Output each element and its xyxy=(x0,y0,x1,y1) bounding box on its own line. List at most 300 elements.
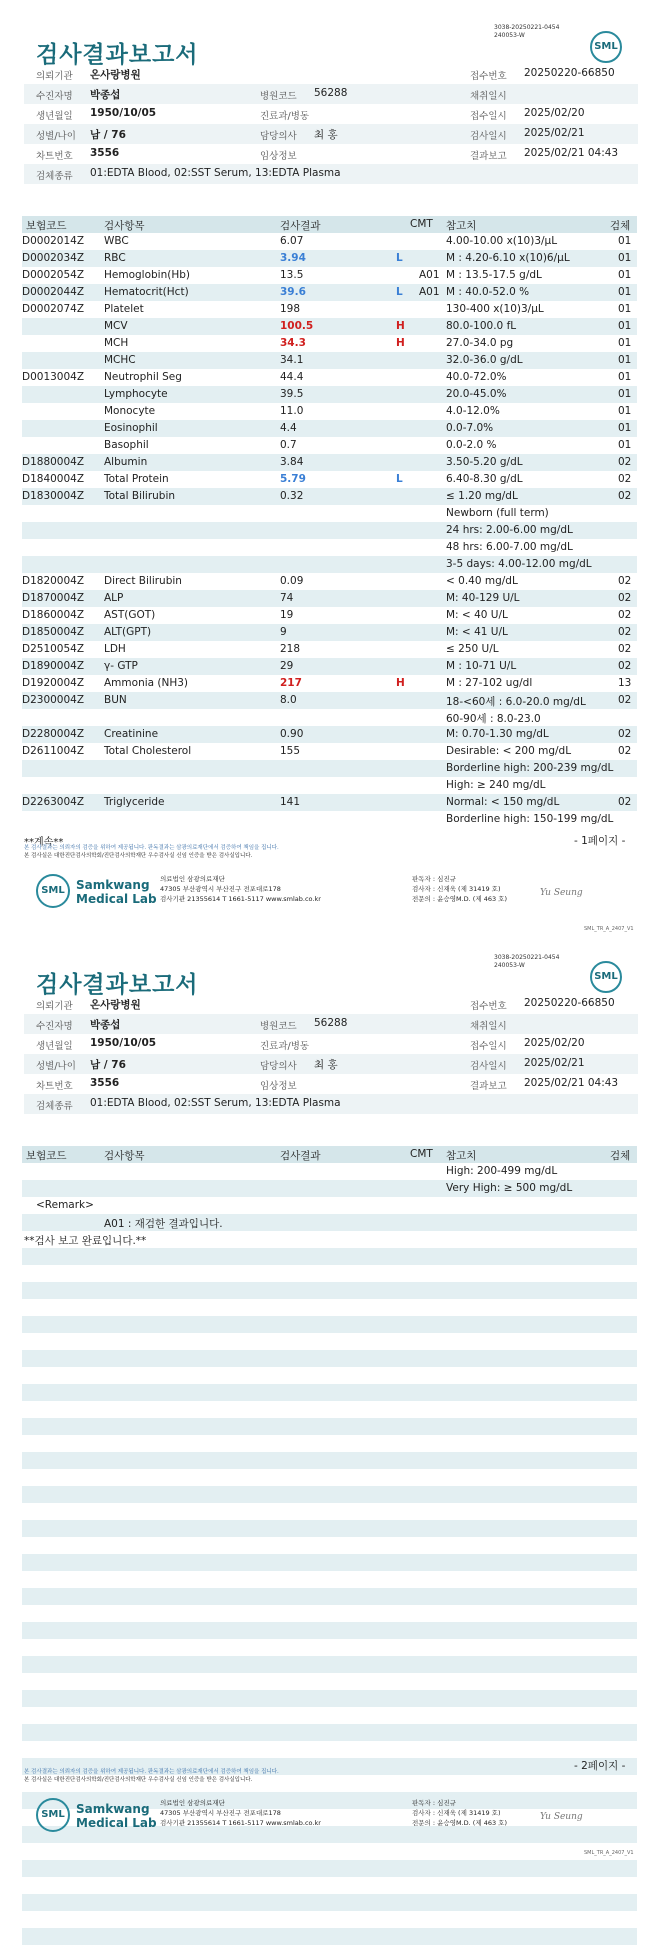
table-row xyxy=(22,1452,637,1469)
sexage-value: 남 / 76 xyxy=(90,1059,126,1071)
brand-line-1: Samkwang xyxy=(76,878,150,892)
specialist-line: 전문의 : 윤승영M.D. (제 463 호) xyxy=(412,895,507,903)
clinical-label: 임상정보 xyxy=(260,1081,297,1092)
test-result: 11.0 xyxy=(280,405,304,417)
dept-label: 진료과/병동 xyxy=(260,1041,310,1052)
info-row-patient xyxy=(24,84,638,104)
table-row xyxy=(22,1180,637,1197)
info-row-specimen xyxy=(24,164,638,184)
table-row xyxy=(22,573,637,590)
column-specimen: 검체 xyxy=(610,1150,631,1162)
collect-label: 채취일시 xyxy=(470,1021,507,1032)
specimen-code: 02 xyxy=(618,609,632,621)
table-row xyxy=(22,352,637,369)
test-result: 3.94 xyxy=(280,252,306,264)
sml-footer-logo-icon: SML xyxy=(36,1798,70,1832)
specimen-code: 02 xyxy=(618,490,632,502)
test-name: WBC xyxy=(104,235,129,247)
test-result: 39.5 xyxy=(280,388,304,400)
institution-value: 온사랑병원 xyxy=(90,999,141,1011)
test-code: D2611004Z xyxy=(22,745,85,757)
test-result: 44.4 xyxy=(280,371,304,383)
brand-line-2: Medical Lab xyxy=(76,1816,157,1830)
test-result: 6.07 xyxy=(280,235,304,247)
reference-range: Very High: ≥ 500 mg/dL xyxy=(446,1182,573,1194)
test-code: D1860004Z xyxy=(22,609,85,621)
table-row xyxy=(22,658,637,675)
remark-title: <Remark> xyxy=(36,1199,94,1211)
info-row-specimen xyxy=(24,1094,638,1114)
patient-label: 수진자명 xyxy=(36,1021,73,1032)
reference-range: 18-<60세 : 6.0-20.0 mg/dL xyxy=(446,696,586,708)
table-row xyxy=(22,1333,637,1350)
table-row xyxy=(22,1350,637,1367)
table-row xyxy=(22,1469,637,1486)
table-row xyxy=(22,471,637,488)
info-row-patient xyxy=(24,1014,638,1034)
specimen-code: 01 xyxy=(618,422,632,434)
reference-range: < 0.40 mg/dL xyxy=(446,575,518,587)
results-table-header xyxy=(22,1146,637,1163)
test-result: 4.4 xyxy=(280,422,297,434)
reference-range: M: < 40 U/L xyxy=(446,609,508,621)
report-sub-id: 240053-W xyxy=(494,32,525,39)
column-ref: 참고치 xyxy=(446,220,477,232)
tester-line: 검사자 : 신재욱 (제 31419 호) xyxy=(412,1809,501,1817)
signature-image: Yu Seung xyxy=(540,1812,583,1822)
reference-range: 3-5 days: 4.00-12.00 mg/dL xyxy=(446,558,592,570)
test-code: D2510054Z xyxy=(22,643,85,655)
page-number: - 1페이지 - xyxy=(574,835,626,847)
info-row-chart xyxy=(24,1074,638,1094)
test-name: LDH xyxy=(104,643,126,655)
table-row xyxy=(22,318,637,335)
test-result: 8.0 xyxy=(280,694,297,706)
report-id: 3038-20250221-0454 xyxy=(494,24,560,31)
page-number: - 2페이지 - xyxy=(574,1760,626,1772)
received-value: 2025/02/20 xyxy=(524,1037,585,1049)
test-result: 155 xyxy=(280,745,301,757)
reference-range: 40.0-72.0% xyxy=(446,371,507,383)
reference-range: M: < 41 U/L xyxy=(446,626,508,638)
table-row xyxy=(22,1197,637,1214)
test-result: 29 xyxy=(280,660,294,672)
dept-label: 진료과/병동 xyxy=(260,111,310,122)
test-code: D1920004Z xyxy=(22,677,85,689)
report-complete: **검사 보고 완료입니다.** xyxy=(24,1235,147,1247)
chart-value: 3556 xyxy=(90,1077,120,1089)
column-cmt: CMT xyxy=(410,1148,433,1160)
table-row xyxy=(22,454,637,471)
continued-marker: **계속** xyxy=(24,837,64,848)
test-name: Triglyceride xyxy=(104,796,165,808)
patient-value: 박종섭 xyxy=(90,89,121,101)
test-result: 0.32 xyxy=(280,490,304,502)
footer-signatories xyxy=(412,874,507,904)
footer-brand xyxy=(76,878,157,906)
specimen-code: 01 xyxy=(618,354,632,366)
table-row xyxy=(22,1690,637,1707)
footer-brand xyxy=(76,1802,157,1830)
test-name: Ammonia (NH3) xyxy=(104,677,189,689)
table-row xyxy=(22,233,637,250)
test-code: D1890004Z xyxy=(22,660,85,672)
test-comment: A01 xyxy=(419,269,440,281)
table-row xyxy=(22,1673,637,1690)
table-row xyxy=(22,1554,637,1571)
tested-label: 검사일시 xyxy=(470,1061,507,1072)
result-flag: L xyxy=(396,286,403,298)
footer-signatories xyxy=(412,1798,507,1828)
specimen-code: 01 xyxy=(618,235,632,247)
table-row xyxy=(22,505,637,522)
table-row xyxy=(22,726,637,743)
table-row xyxy=(22,692,637,709)
table-row xyxy=(22,641,637,658)
specimen-code: 01 xyxy=(618,320,632,332)
sml-logo-icon: SML xyxy=(590,961,622,993)
reference-range: 130-400 x(10)3/μL xyxy=(446,303,544,315)
specimen-value: 01:EDTA Blood, 02:SST Serum, 13:EDTA Plasma xyxy=(90,167,341,179)
table-row xyxy=(22,607,637,624)
reference-range: High: ≥ 240 mg/dL xyxy=(446,779,546,791)
test-result: 19 xyxy=(280,609,294,621)
specimen-code: 02 xyxy=(618,592,632,604)
test-name: Basophil xyxy=(104,439,149,451)
table-row xyxy=(22,437,637,454)
info-row-dob xyxy=(24,104,638,124)
reference-range: High: 200-499 mg/dL xyxy=(446,1165,558,1177)
disclaimer-line-2: 본 검사실은 대한진단검사의학회/진단검사의학재단 우수검사실 신임 인증을 받은 검사실입니다. xyxy=(24,1777,253,1783)
test-result: 198 xyxy=(280,303,301,315)
patient-label: 수진자명 xyxy=(36,91,73,102)
test-result: 13.5 xyxy=(280,269,304,281)
reference-range: 4.0-12.0% xyxy=(446,405,500,417)
reference-range: Normal: < 150 mg/dL xyxy=(446,796,560,808)
table-row xyxy=(22,1384,637,1401)
specimen-code: 02 xyxy=(618,643,632,655)
received-label: 접수일시 xyxy=(470,1041,507,1052)
test-code: D2263004Z xyxy=(22,796,85,808)
reference-range: M : 13.5-17.5 g/dL xyxy=(446,269,542,281)
disclaimer xyxy=(24,844,279,860)
result-flag: H xyxy=(396,677,405,689)
table-row xyxy=(22,1503,637,1520)
table-row xyxy=(22,1894,637,1911)
reference-range: 4.00-10.00 x(10)3/μL xyxy=(446,235,558,247)
table-row xyxy=(22,1877,637,1894)
report-page-2 xyxy=(0,930,655,1856)
test-comment: A01 xyxy=(419,286,440,298)
reference-range: M: 40-129 U/L xyxy=(446,592,520,604)
test-result: 218 xyxy=(280,643,301,655)
disclaimer-line-1: 본 검사결과는 의뢰자의 검증을 위하여 제공됩니다. 판독결과는 삼광의료재단에서 검증하여 책임을 집니다. xyxy=(24,845,279,851)
test-code: D2300004Z xyxy=(22,694,85,706)
table-row xyxy=(22,335,637,352)
specimen-code: 02 xyxy=(618,728,632,740)
table-row xyxy=(22,1860,637,1877)
test-result: 100.5 xyxy=(280,320,314,332)
specimen-code: 01 xyxy=(618,388,632,400)
test-name: Platelet xyxy=(104,303,144,315)
brand-line-2: Medical Lab xyxy=(76,892,157,906)
table-row xyxy=(22,556,637,573)
report-title: 검사결과보고서 xyxy=(36,42,199,68)
table-row xyxy=(22,1639,637,1656)
table-row xyxy=(22,1656,637,1673)
chart-label: 차트번호 xyxy=(36,151,73,162)
reference-range: Borderline high: 150-199 mg/dL xyxy=(446,813,614,825)
reference-range: 48 hrs: 6.00-7.00 mg/dL xyxy=(446,541,573,553)
specimen-code: 02 xyxy=(618,626,632,638)
specimen-code: 01 xyxy=(618,439,632,451)
report-page-1 xyxy=(0,0,655,930)
footer-org-info xyxy=(160,1798,321,1828)
hospcode-value: 56288 xyxy=(314,87,348,99)
specimen-code: 02 xyxy=(618,745,632,757)
sml-logo-icon: SML xyxy=(590,31,622,63)
test-code: D1880004Z xyxy=(22,456,85,468)
test-code: D1840004Z xyxy=(22,473,85,485)
reference-range: 60-90세 : 8.0-23.0 xyxy=(446,713,541,725)
test-name: MCV xyxy=(104,320,128,332)
test-result: 217 xyxy=(280,677,302,689)
specialist-line: 전문의 : 윤승영M.D. (제 463 호) xyxy=(412,1819,507,1827)
specimen-code: 01 xyxy=(618,252,632,264)
reference-range: M : 10-71 U/L xyxy=(446,660,517,672)
sexage-value: 남 / 76 xyxy=(90,129,126,141)
test-name: MCHC xyxy=(104,354,136,366)
org-contact: 검사기관 21355614 T 1661-5117 www.smlab.co.kr xyxy=(160,1819,321,1827)
reference-range: M : 27-102 ug/dl xyxy=(446,677,533,689)
result-flag: L xyxy=(396,252,403,264)
received-value: 2025/02/20 xyxy=(524,107,585,119)
reference-range: M : 4.20-6.10 x(10)6/μL xyxy=(446,252,570,264)
test-name: BUN xyxy=(104,694,127,706)
sml-footer-logo-icon: SML xyxy=(36,874,70,908)
reference-range: 80.0-100.0 fL xyxy=(446,320,517,332)
test-code: D1870004Z xyxy=(22,592,85,604)
org-name: 의료법인 삼광의료재단 xyxy=(160,875,225,883)
info-row-sexage xyxy=(24,124,638,144)
info-row-sexage xyxy=(24,1054,638,1074)
dob-label: 생년월일 xyxy=(36,111,73,122)
signature-image: Yu Seung xyxy=(540,888,583,898)
sexage-label: 성별/나이 xyxy=(36,1061,76,1072)
table-row xyxy=(22,590,637,607)
test-name: Direct Bilirubin xyxy=(104,575,182,587)
reported-value: 2025/02/21 04:43 xyxy=(524,147,619,159)
reference-range: Newborn (full term) xyxy=(446,507,549,519)
brand-line-1: Samkwang xyxy=(76,1802,150,1816)
dob-value: 1950/10/05 xyxy=(90,1037,157,1049)
table-row xyxy=(22,811,637,828)
hospcode-label: 병원코드 xyxy=(260,1021,297,1032)
clinical-label: 임상정보 xyxy=(260,151,297,162)
reference-range: 0.0-7.0% xyxy=(446,422,494,434)
reader-line: 판독자 : 심진규 xyxy=(412,1799,456,1807)
reported-label: 결과보고 xyxy=(470,151,507,162)
specimen-code: 01 xyxy=(618,269,632,281)
column-ref: 참고치 xyxy=(446,1150,477,1162)
info-row-dob xyxy=(24,1034,638,1054)
table-row xyxy=(22,1299,637,1316)
test-result: 0.09 xyxy=(280,575,304,587)
accession-label: 접수번호 xyxy=(470,71,507,82)
form-code: SML_TR_A_2407_V1 xyxy=(584,926,634,932)
test-name: Hemoglobin(Hb) xyxy=(104,269,191,281)
tested-value: 2025/02/21 xyxy=(524,127,585,139)
table-row xyxy=(22,1163,637,1180)
reference-range: M : 40.0-52.0 % xyxy=(446,286,530,298)
test-code: D1820004Z xyxy=(22,575,85,587)
result-flag: H xyxy=(396,320,405,332)
results-table-header xyxy=(22,216,637,233)
collect-label: 채취일시 xyxy=(470,91,507,102)
tester-line: 검사자 : 신재욱 (제 31419 호) xyxy=(412,885,501,893)
footer-org-info xyxy=(160,874,321,904)
table-row xyxy=(22,1435,637,1452)
sexage-label: 성별/나이 xyxy=(36,131,76,142)
report-sub-id: 240053-W xyxy=(494,962,525,969)
dob-value: 1950/10/05 xyxy=(90,107,157,119)
org-name: 의료법인 삼광의료재단 xyxy=(160,1799,225,1807)
specimen-code: 01 xyxy=(618,303,632,315)
specimen-label: 검체종류 xyxy=(36,171,73,182)
test-code: D0002014Z xyxy=(22,235,85,247)
institution-value: 온사랑병원 xyxy=(90,69,141,81)
specimen-code: 02 xyxy=(618,660,632,672)
specimen-label: 검체종류 xyxy=(36,1101,73,1112)
test-result: 9 xyxy=(280,626,287,638)
table-row xyxy=(22,709,637,726)
table-row xyxy=(22,1520,637,1537)
test-result: 141 xyxy=(280,796,301,808)
report-barcode-text xyxy=(494,24,559,40)
chart-label: 차트번호 xyxy=(36,1081,73,1092)
specimen-code: 02 xyxy=(618,575,632,587)
disclaimer xyxy=(24,1768,279,1784)
org-address: 47305 부산광역시 부산진구 전포대로178 xyxy=(160,1809,281,1817)
table-row xyxy=(22,1605,637,1622)
specimen-value: 01:EDTA Blood, 02:SST Serum, 13:EDTA Plasma xyxy=(90,1097,341,1109)
test-name: Lymphocyte xyxy=(104,388,168,400)
reference-range: 6.40-8.30 g/dL xyxy=(446,473,523,485)
test-name: RBC xyxy=(104,252,126,264)
test-name: ALT(GPT) xyxy=(104,626,152,638)
test-name: Total Cholesterol xyxy=(104,745,192,757)
table-row xyxy=(22,777,637,794)
test-name: Eosinophil xyxy=(104,422,158,434)
doctor-value: 최 홍 xyxy=(314,1059,338,1071)
table-row xyxy=(22,1265,637,1282)
reference-range: 20.0-45.0% xyxy=(446,388,507,400)
remark-text: A01 : 재검한 결과입니다. xyxy=(104,1218,223,1230)
received-label: 접수일시 xyxy=(470,111,507,122)
test-code: D0013004Z xyxy=(22,371,85,383)
test-name: ALP xyxy=(104,592,124,604)
info-row-institution xyxy=(24,994,638,1014)
tested-value: 2025/02/21 xyxy=(524,1057,585,1069)
test-name: Creatinine xyxy=(104,728,159,740)
specimen-code: 02 xyxy=(618,796,632,808)
test-result: 39.6 xyxy=(280,286,306,298)
tested-label: 검사일시 xyxy=(470,131,507,142)
reported-label: 결과보고 xyxy=(470,1081,507,1092)
table-row xyxy=(22,1537,637,1554)
reference-range: ≤ 250 U/L xyxy=(446,643,499,655)
test-result: 0.90 xyxy=(280,728,304,740)
table-row xyxy=(22,284,637,301)
table-row xyxy=(22,1401,637,1418)
table-row xyxy=(22,1911,637,1928)
table-row xyxy=(22,1367,637,1384)
table-row xyxy=(22,1928,637,1945)
table-row xyxy=(22,1707,637,1724)
table-row xyxy=(22,539,637,556)
table-row xyxy=(22,1588,637,1605)
specimen-code: 01 xyxy=(618,337,632,349)
specimen-code: 02 xyxy=(618,456,632,468)
test-code: D0002044Z xyxy=(22,286,85,298)
info-row-institution xyxy=(24,64,638,84)
test-result: 5.79 xyxy=(280,473,306,485)
test-code: D1830004Z xyxy=(22,490,85,502)
test-result: 0.7 xyxy=(280,439,297,451)
institution-label: 의뢰기관 xyxy=(36,1001,73,1012)
reference-range: 3.50-5.20 g/dL xyxy=(446,456,523,468)
table-row xyxy=(22,488,637,505)
test-code: D0002034Z xyxy=(22,252,85,264)
table-row xyxy=(22,794,637,811)
test-name: Neutrophil Seg xyxy=(104,371,182,383)
table-row xyxy=(22,1843,637,1860)
test-code: D0002054Z xyxy=(22,269,85,281)
column-name: 검사항목 xyxy=(104,220,145,232)
table-row xyxy=(22,1248,637,1265)
chart-value: 3556 xyxy=(90,147,120,159)
table-row xyxy=(22,1571,637,1588)
table-row xyxy=(22,301,637,318)
info-row-chart xyxy=(24,144,638,164)
accession-value: 20250220-66850 xyxy=(524,67,615,79)
reference-range: 0.0-2.0 % xyxy=(446,439,497,451)
specimen-code: 02 xyxy=(618,473,632,485)
column-result: 검사결과 xyxy=(280,1150,321,1162)
table-row xyxy=(22,1622,637,1639)
test-name: Hematocrit(Hct) xyxy=(104,286,189,298)
test-name: Monocyte xyxy=(104,405,156,417)
reader-line: 판독자 : 심진규 xyxy=(412,875,456,883)
table-row xyxy=(22,522,637,539)
table-row xyxy=(22,1282,637,1299)
institution-label: 의뢰기관 xyxy=(36,71,73,82)
report-barcode-text xyxy=(494,954,559,970)
test-code: D2280004Z xyxy=(22,728,85,740)
form-code: SML_TR_A_2407_V1 xyxy=(584,1850,634,1856)
doctor-label: 담당의사 xyxy=(260,1061,297,1072)
doctor-label: 담당의사 xyxy=(260,131,297,142)
specimen-code: 02 xyxy=(618,694,632,706)
reference-range: 32.0-36.0 g/dL xyxy=(446,354,523,366)
column-cmt: CMT xyxy=(410,218,433,230)
reference-range: M: 0.70-1.30 mg/dL xyxy=(446,728,549,740)
org-contact: 검사기관 21355614 T 1661-5117 www.smlab.co.kr xyxy=(160,895,321,903)
reference-range: Borderline high: 200-239 mg/dL xyxy=(446,762,614,774)
doctor-value: 최 홍 xyxy=(314,129,338,141)
org-address: 47305 부산광역시 부산진구 전포대로178 xyxy=(160,885,281,893)
test-code: D1850004Z xyxy=(22,626,85,638)
